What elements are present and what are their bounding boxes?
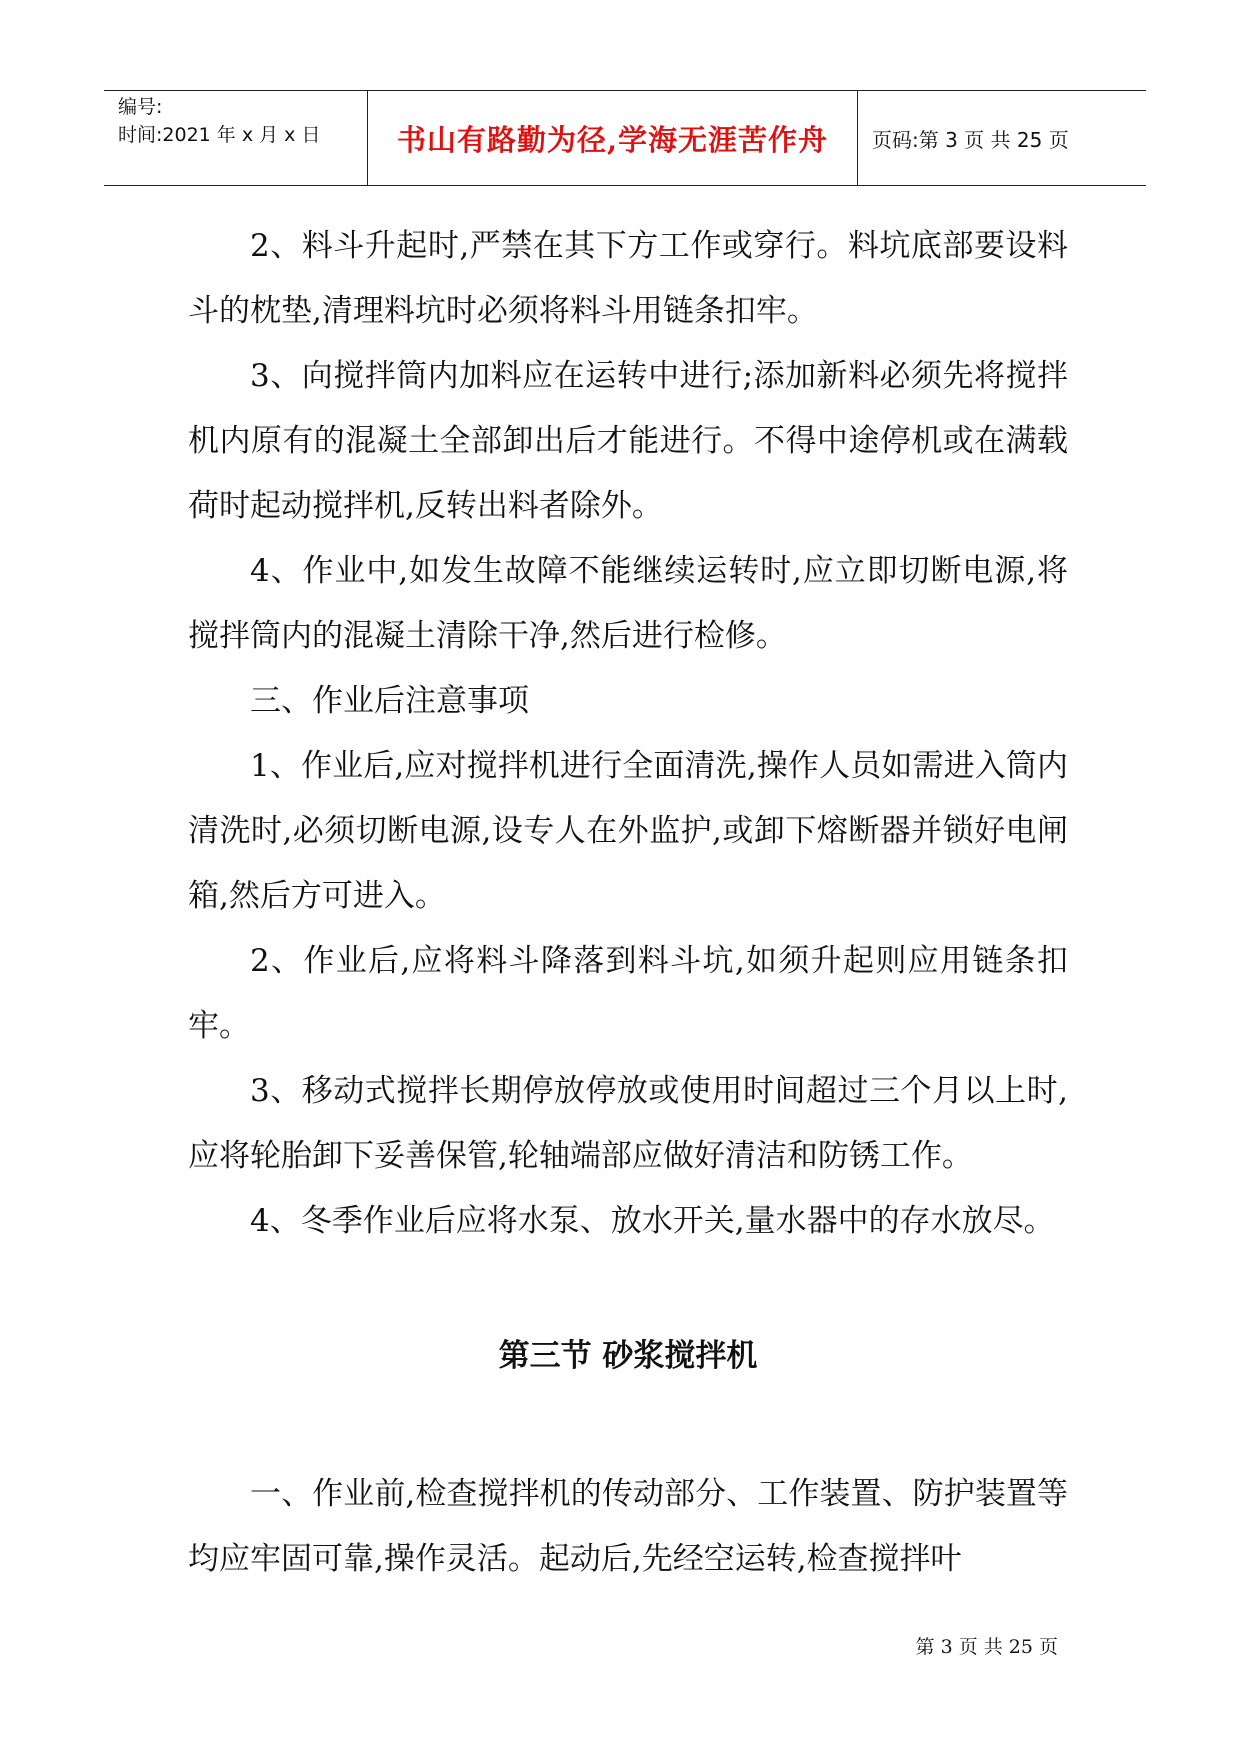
number-label: 编号: — [118, 96, 163, 118]
paragraph: 一、作业前,检查搅拌机的传动部分、工作装置、防护装置等均应牢固可靠,操作灵活。起动后,先经空运转,检查搅拌叶 — [188, 1476, 1068, 1577]
paragraph: 2、料斗升起时,严禁在其下方工作或穿行。料坑底部要设料斗的枕垫,清理料坑时必须将料斗用链条扣牢。 — [188, 228, 1068, 329]
time-label: 时间:2021 年 x 月 x 日 — [118, 124, 321, 146]
paragraph: 3、向搅拌筒内加料应在运转中进行;添加新料必须先将搅拌机内原有的混凝土全部卸出后才能进行。不得中途停机或在满载荷时起动搅拌机,反转出料者除外。 — [188, 358, 1068, 524]
page-header — [104, 90, 1146, 186]
paragraph: 4、冬季作业后应将水泵、放水开关,量水器中的存水放尽。 — [250, 1203, 1055, 1239]
section-title: 第三节 砂浆搅拌机 — [498, 1338, 758, 1374]
header-meta — [104, 91, 368, 185]
page-footer: 第 3 页 共 25 页 — [915, 1636, 1058, 1658]
section-subheading: 三、作业后注意事项 — [250, 683, 529, 719]
header-page-info: 页码:第 3 页 共 25 页 — [872, 127, 1069, 152]
paragraph: 3、移动式搅拌长期停放停放或使用时间超过三个月以上时,应将轮胎卸下妥善保管,轮轴端部应做好清洁和防锈工作。 — [188, 1073, 1068, 1174]
document-body — [188, 214, 1068, 1592]
paragraph: 4、作业中,如发生故障不能继续运转时,应立即切断电源,将搅拌筒内的混凝土清除干净,然后进行检修。 — [188, 553, 1068, 654]
paragraph: 2、作业后,应将料斗降落到料斗坑,如须升起则应用链条扣牢。 — [188, 943, 1068, 1044]
header-motto: 书山有路勤为径,学海无涯苦作舟 — [368, 91, 858, 185]
paragraph: 1、作业后,应对搅拌机进行全面清洗,操作人员如需进入筒内清洗时,必须切断电源,设专人在外监护,或卸下熔断器并锁好电闸箱,然后方可进入。 — [188, 748, 1068, 914]
